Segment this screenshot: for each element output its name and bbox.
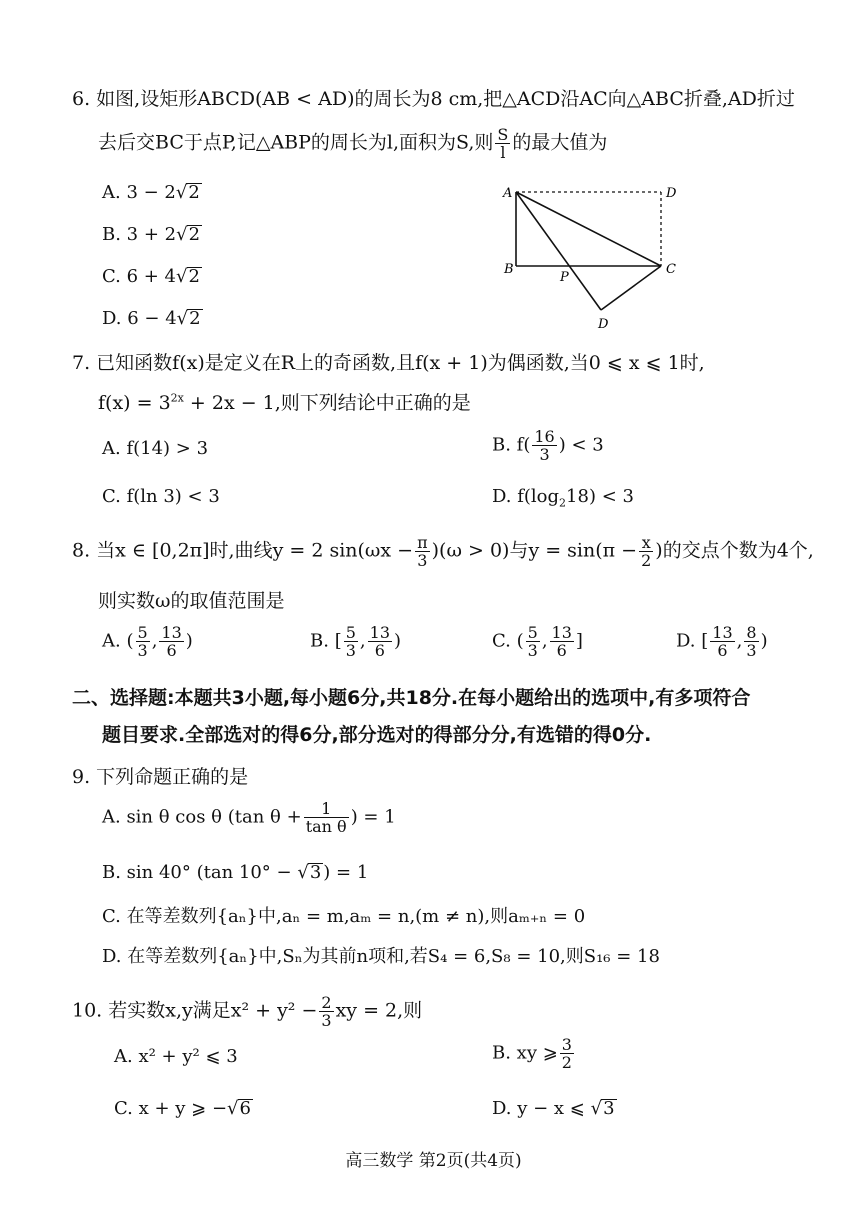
- q8-b-label: B.: [310, 630, 329, 652]
- q8-b-n1: 5: [345, 623, 356, 642]
- q6-a-text: A. 3 − 2: [102, 182, 176, 203]
- q10-option-b: [492, 1036, 576, 1071]
- q8-c-n1: 5: [527, 623, 538, 642]
- q7-b-den: 3: [539, 445, 550, 464]
- q10-title-post: xy = 2,则: [335, 999, 423, 1022]
- q10-title: [72, 994, 422, 1029]
- q6-line2: [98, 126, 607, 161]
- label-d-top: D: [666, 186, 677, 201]
- q10-d-root: 3: [603, 1098, 615, 1119]
- q9-a-den: tan θ: [305, 817, 347, 836]
- q6-d-text: D. 6 − 4: [102, 308, 177, 329]
- q9-a-fraction: [304, 800, 349, 835]
- q7-option-b: [492, 428, 604, 463]
- q10-b-pre: B. xy ⩾: [492, 1042, 558, 1064]
- q10-b-num: 3: [561, 1035, 572, 1054]
- q7-option-d: [492, 486, 634, 510]
- q9-a-pre: A. sin θ cos θ (tan θ +: [102, 806, 302, 828]
- q6-line1: 6. 如图,设矩形ABCD(AB < AD)的周长为8 cm,把△ACD沿AC向△ABC折叠,AD折过: [72, 88, 795, 110]
- q7-line2-post: + 2x − 1,则下列结论中正确的是: [183, 392, 471, 414]
- q8-c-label: C.: [492, 630, 511, 652]
- q8-b-n2: 13: [369, 623, 390, 642]
- q8-d-open: [: [701, 630, 709, 652]
- q9-a-post: ) = 1: [350, 806, 396, 828]
- q8-option-a: A. ( $\frac{5}{3}$ , $\frac{13}{6}$ ): [102, 623, 193, 660]
- q8-b-open: [: [334, 630, 342, 652]
- q8-d-n2: 8: [746, 623, 757, 642]
- q9-option-a: [102, 800, 396, 835]
- label-p: P: [560, 270, 569, 285]
- q8-b-frac1: [344, 624, 358, 659]
- q7-d-sub: 2: [559, 496, 567, 510]
- q10-t-den: 3: [321, 1011, 332, 1030]
- q10-option-a: A. x² + y² ⩽ 3: [114, 1046, 238, 1067]
- folded-edge-ad: [516, 192, 601, 310]
- q9-a-num: 1: [304, 800, 349, 818]
- q9-option-d: D. 在等差数列{aₙ}中,Sₙ为其前n项和,若S₄ = 6,S₈ = 10,则S₁₆ = 18: [102, 946, 660, 967]
- q8-frac-x-2: [639, 534, 653, 569]
- q7-d-post: 18) < 3: [566, 486, 634, 507]
- q6-d-root: 2: [189, 308, 201, 329]
- q10-b-den: 2: [561, 1053, 572, 1072]
- q9-option-b: B. sin 40° (tan 10° − √3 ) = 1: [102, 862, 369, 883]
- q9-b-root: 3: [309, 862, 322, 883]
- q7-option-c: C. f(ln 3) < 3: [102, 486, 220, 507]
- q7-d-pre: D. f(log: [492, 486, 560, 507]
- q7-line2: [98, 388, 471, 415]
- q8-line1-a: 8. 当x ∈ [0,2π]时,曲线y = 2 sin(ωx −: [72, 539, 414, 562]
- q7-b-pre: B. f(: [492, 434, 531, 456]
- q8-c-n2: 13: [551, 623, 572, 642]
- q8-c-frac1: [526, 624, 540, 659]
- q10-c-root: 6: [239, 1098, 251, 1119]
- q8-c-close: ]: [575, 630, 583, 652]
- q8-line2: 则实数ω的取值范围是: [98, 590, 285, 612]
- q8-a-open: (: [126, 630, 134, 652]
- q10-c-pre: C. x + y ⩾ −: [114, 1098, 228, 1119]
- q8-f1-den: 3: [417, 551, 428, 570]
- q8-f1-num: π: [417, 533, 428, 552]
- q8-a-label: A.: [102, 630, 121, 652]
- diagonal-ac: [516, 192, 661, 266]
- q8-b-close: ): [394, 630, 402, 652]
- q7-b-fraction: [532, 428, 556, 463]
- q8-option-d: D. [ $\frac{13}{6}$ , $\frac{8}{3}$ ): [676, 623, 768, 660]
- q6-fraction: [495, 126, 510, 161]
- q8-option-b: B. [ $\frac{5}{3}$ , $\frac{13}{6}$ ): [310, 623, 402, 660]
- q8-option-c: C. ( $\frac{5}{3}$ , $\frac{13}{6}$ ]: [492, 623, 583, 660]
- q8-d-label: D.: [676, 630, 696, 652]
- q7-option-a: A. f(14) > 3: [102, 438, 209, 459]
- q7-line2-pre: f(x) = 3: [98, 392, 171, 414]
- q9-option-c: C. 在等差数列{aₙ}中,aₙ = m,aₘ = n,(m ≠ n),则aₘ₊ₙ = 0: [102, 906, 586, 927]
- q8-c-d1: 3: [527, 641, 538, 660]
- q7-line1: 7. 已知函数f(x)是定义在R上的奇函数,且f(x + 1)为偶函数,当0 ⩽ x ⩽ 1时,: [72, 352, 705, 374]
- q8-b-d2: 6: [374, 641, 385, 660]
- q8-f2-num: x: [639, 534, 653, 552]
- q8-a-frac1: [136, 624, 150, 659]
- q6-frac-num: S: [497, 125, 509, 144]
- q9-title: 9. 下列命题正确的是: [72, 766, 249, 788]
- q8-a-close: ): [185, 630, 193, 652]
- q8-a-n2: 13: [161, 623, 182, 642]
- q10-fraction: [319, 994, 333, 1029]
- q8-c-d2: 6: [556, 641, 567, 660]
- q7-exponent: 2x: [170, 391, 184, 405]
- q6-option-a: A. 3 − 2√2: [102, 182, 200, 203]
- q8-a-d1: 3: [137, 641, 148, 660]
- section2-line1: 二、选择题:本题共3小题,每小题6分,共18分.在每小题给出的选项中,有多项符合: [72, 687, 751, 709]
- q8-d-n1: 13: [712, 623, 733, 642]
- q8-line1: [72, 534, 814, 569]
- q6-c-root: 2: [188, 266, 200, 287]
- q8-f2-den: 2: [641, 551, 652, 570]
- q8-d-d2: 3: [746, 641, 757, 660]
- q9-b-pre: B. sin 40° (tan 10° −: [102, 862, 292, 883]
- q8-line1-b: )(ω > 0)与y = sin(π −: [431, 539, 638, 562]
- q8-c-frac2: [550, 624, 574, 659]
- q8-d-frac2: [744, 624, 758, 659]
- page-footer: 高三数学 第2页(共4页): [345, 1151, 522, 1171]
- q8-d-close: ): [760, 630, 768, 652]
- q8-a-frac2: [159, 624, 183, 659]
- q6-option-d: D. 6 − 4√2: [102, 308, 201, 329]
- q10-t-num: 2: [321, 993, 332, 1012]
- q7-b-num: 16: [534, 427, 555, 446]
- q7-b-post: ) < 3: [558, 434, 604, 456]
- q6-frac-den: l: [500, 143, 506, 162]
- q6-c-text: C. 6 + 4: [102, 266, 177, 287]
- q6-option-b: B. 3 + 2√2: [102, 224, 201, 245]
- q10-option-c: C. x + y ⩾ −√6: [114, 1098, 251, 1119]
- q6-b-root: 2: [188, 224, 201, 245]
- q9-b-post: ) = 1: [323, 862, 369, 883]
- q8-line1-c: )的交点个数为4个,: [655, 539, 814, 562]
- q6-a-root: 2: [188, 182, 200, 203]
- q6-line2-pre: 去后交BC于点P,记△ABP的周长为l,面积为S,则: [98, 131, 494, 154]
- q10-title-pre: 10. 若实数x,y满足x² + y² −: [72, 999, 318, 1022]
- rectangle-fold-figure: [495, 178, 690, 338]
- q10-option-d: D. y − x ⩽ √3: [492, 1098, 615, 1119]
- q6-line2-post: 的最大值为: [512, 131, 608, 154]
- label-b: B: [504, 262, 514, 277]
- q8-a-n1: 5: [137, 623, 148, 642]
- q8-b-d1: 3: [345, 641, 356, 660]
- label-a: A: [503, 186, 513, 201]
- q8-c-open: (: [516, 630, 524, 652]
- section2-line2: 题目要求.全部选对的得6分,部分选对的得部分分,有选错的得0分.: [102, 724, 652, 746]
- q6-option-c: C. 6 + 4√2: [102, 266, 200, 287]
- q6-b-text: B. 3 + 2: [102, 224, 177, 245]
- folded-edge-dc: [601, 266, 661, 310]
- label-d-bottom: D: [598, 317, 609, 332]
- q8-b-frac2: [368, 624, 392, 659]
- q8-d-d1: 6: [717, 641, 728, 660]
- q10-d-pre: D. y − x ⩽: [492, 1098, 585, 1119]
- q8-frac-pi-3: [415, 534, 430, 569]
- q8-d-frac1: [710, 624, 734, 659]
- q10-b-fraction: [560, 1036, 574, 1071]
- label-c: C: [666, 262, 676, 277]
- q8-a-d2: 6: [166, 641, 177, 660]
